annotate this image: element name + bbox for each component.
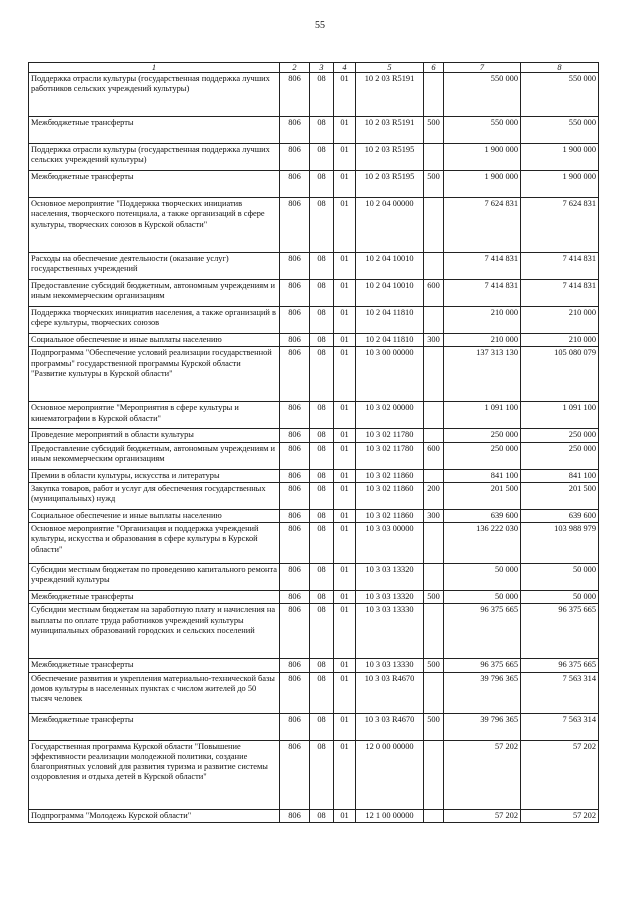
cell-col4: 01: [334, 713, 356, 740]
cell-col8: 57 202: [521, 809, 599, 822]
cell-col8: 7 563 314: [521, 672, 599, 713]
cell-col5: 10 2 04 10010: [356, 253, 424, 280]
table-header-row: [29, 63, 599, 73]
cell-col2: 806: [280, 604, 310, 659]
cell-col4: 01: [334, 171, 356, 198]
cell-col5: 10 3 02 11860: [356, 509, 424, 522]
cell-col2: 806: [280, 171, 310, 198]
cell-col4: 01: [334, 280, 356, 307]
cell-col6: 500: [424, 117, 444, 144]
cell-col7: 39 796 365: [444, 672, 521, 713]
table-row: [29, 402, 599, 429]
cell-col3: 08: [310, 564, 334, 591]
cell-col6: 500: [424, 591, 444, 604]
cell-col7: 201 500: [444, 482, 521, 509]
cell-col6: [424, 523, 444, 564]
cell-col7: 210 000: [444, 334, 521, 347]
table-row: [29, 144, 599, 171]
cell-col3: 08: [310, 73, 334, 117]
cell-col8: 250 000: [521, 429, 599, 442]
cell-col5: 10 2 03 R5191: [356, 117, 424, 144]
cell-col7: 7 624 831: [444, 198, 521, 253]
column-header: 2: [280, 63, 310, 73]
table-row: [29, 442, 599, 469]
page-number: 55: [315, 20, 325, 31]
cell-col2: 806: [280, 280, 310, 307]
cell-col3: 08: [310, 144, 334, 171]
cell-col7: 250 000: [444, 442, 521, 469]
row-name: Субсидии местным бюджетам по проведению капитального ремонта учреждений культуры: [29, 564, 280, 591]
cell-col3: 08: [310, 809, 334, 822]
cell-col7: 137 313 130: [444, 347, 521, 402]
row-name: Межбюджетные трансферты: [29, 713, 280, 740]
cell-col2: 806: [280, 659, 310, 672]
table-row: [29, 469, 599, 482]
cell-col2: 806: [280, 442, 310, 469]
cell-col4: 01: [334, 659, 356, 672]
cell-col4: 01: [334, 672, 356, 713]
column-header: 7: [444, 63, 521, 73]
table-row: [29, 740, 599, 809]
table-row: [29, 73, 599, 117]
cell-col7: 7 414 831: [444, 280, 521, 307]
cell-col2: 806: [280, 253, 310, 280]
cell-col7: 550 000: [444, 73, 521, 117]
cell-col4: 01: [334, 347, 356, 402]
cell-col3: 08: [310, 442, 334, 469]
cell-col3: 08: [310, 591, 334, 604]
cell-col2: 806: [280, 198, 310, 253]
column-header: 8: [521, 63, 599, 73]
cell-col5: 10 3 03 13330: [356, 604, 424, 659]
cell-col4: 01: [334, 604, 356, 659]
cell-col6: 600: [424, 442, 444, 469]
cell-col8: 550 000: [521, 73, 599, 117]
table-row: [29, 659, 599, 672]
cell-col5: 10 2 03 R5195: [356, 144, 424, 171]
cell-col6: 300: [424, 334, 444, 347]
cell-col8: 57 202: [521, 740, 599, 809]
cell-col4: 01: [334, 73, 356, 117]
table-row: [29, 334, 599, 347]
table-row: [29, 564, 599, 591]
cell-col6: [424, 564, 444, 591]
row-name: Закупка товаров, работ и услуг для обеспечения государственных (муниципальных) нужд: [29, 482, 280, 509]
cell-col3: 08: [310, 509, 334, 522]
table-row: [29, 509, 599, 522]
cell-col8: 1 900 000: [521, 171, 599, 198]
cell-col4: 01: [334, 144, 356, 171]
cell-col8: 210 000: [521, 334, 599, 347]
cell-col6: [424, 740, 444, 809]
row-name: Основное мероприятие "Поддержка творческих инициатив населения, творческого потенциала, а также организаций в сфере культуры, творческих союзов в Курской области": [29, 198, 280, 253]
table-row: [29, 198, 599, 253]
row-name: Премии в области культуры, искусства и литературы: [29, 469, 280, 482]
row-name: Социальное обеспечение и иные выплаты населению: [29, 334, 280, 347]
cell-col4: 01: [334, 482, 356, 509]
cell-col2: 806: [280, 307, 310, 334]
cell-col6: 600: [424, 280, 444, 307]
cell-col2: 806: [280, 73, 310, 117]
cell-col4: 01: [334, 509, 356, 522]
cell-col6: [424, 144, 444, 171]
row-name: Субсидии местным бюджетам на заработную плату и начисления на выплаты по оплате труда работников учреждений культуры муниципальных образований городских и сельских поселений: [29, 604, 280, 659]
cell-col3: 08: [310, 117, 334, 144]
cell-col6: [424, 469, 444, 482]
cell-col2: 806: [280, 347, 310, 402]
cell-col5: 10 3 03 R4670: [356, 672, 424, 713]
cell-col5: 10 3 02 11860: [356, 469, 424, 482]
table-row: [29, 347, 599, 402]
cell-col8: 639 600: [521, 509, 599, 522]
cell-col6: 500: [424, 171, 444, 198]
row-name: Обеспечение развития и укрепления материально-технической базы домов культуры в населенных пунктах с числом жителей до 50 тысяч человек: [29, 672, 280, 713]
column-header: 5: [356, 63, 424, 73]
cell-col6: [424, 429, 444, 442]
cell-col3: 08: [310, 740, 334, 809]
cell-col2: 806: [280, 523, 310, 564]
cell-col7: 639 600: [444, 509, 521, 522]
row-name: Межбюджетные трансферты: [29, 591, 280, 604]
cell-col2: 806: [280, 809, 310, 822]
cell-col7: 210 000: [444, 307, 521, 334]
table-row: [29, 253, 599, 280]
row-name: Предоставление субсидий бюджетным, автономным учреждениям и иным некоммерческим организациям: [29, 442, 280, 469]
cell-col3: 08: [310, 713, 334, 740]
cell-col5: 10 2 04 11810: [356, 307, 424, 334]
cell-col3: 08: [310, 253, 334, 280]
cell-col5: 10 3 02 11860: [356, 482, 424, 509]
cell-col2: 806: [280, 509, 310, 522]
column-header: 4: [334, 63, 356, 73]
cell-col5: 10 3 02 00000: [356, 402, 424, 429]
cell-col8: 96 375 665: [521, 604, 599, 659]
cell-col8: 103 988 979: [521, 523, 599, 564]
cell-col2: 806: [280, 740, 310, 809]
cell-col3: 08: [310, 659, 334, 672]
cell-col5: 10 3 02 11780: [356, 429, 424, 442]
row-name: Предоставление субсидий бюджетным, автономным учреждениям и иным некоммерческим организациям: [29, 280, 280, 307]
cell-col4: 01: [334, 429, 356, 442]
cell-col4: 01: [334, 253, 356, 280]
cell-col7: 39 796 365: [444, 713, 521, 740]
table-row: [29, 523, 599, 564]
cell-col4: 01: [334, 307, 356, 334]
cell-col6: [424, 73, 444, 117]
cell-col6: [424, 672, 444, 713]
cell-col6: 500: [424, 659, 444, 672]
cell-col7: 1 091 100: [444, 402, 521, 429]
cell-col3: 08: [310, 604, 334, 659]
cell-col3: 08: [310, 402, 334, 429]
cell-col2: 806: [280, 482, 310, 509]
cell-col5: 10 2 03 R5191: [356, 73, 424, 117]
cell-col7: 57 202: [444, 809, 521, 822]
cell-col2: 806: [280, 564, 310, 591]
cell-col2: 806: [280, 402, 310, 429]
cell-col8: 841 100: [521, 469, 599, 482]
cell-col5: 10 3 03 13330: [356, 659, 424, 672]
cell-col5: 10 2 04 00000: [356, 198, 424, 253]
cell-col8: 210 000: [521, 307, 599, 334]
cell-col2: 806: [280, 117, 310, 144]
cell-col3: 08: [310, 280, 334, 307]
row-name: Поддержка отрасли культуры (государственная поддержка лучших работников сельских учреждений культуры): [29, 73, 280, 117]
cell-col3: 08: [310, 672, 334, 713]
cell-col7: 136 222 030: [444, 523, 521, 564]
row-name: Межбюджетные трансферты: [29, 659, 280, 672]
cell-col8: 96 375 665: [521, 659, 599, 672]
table-row: [29, 429, 599, 442]
table-row: [29, 307, 599, 334]
cell-col5: 10 2 04 10010: [356, 280, 424, 307]
cell-col4: 01: [334, 117, 356, 144]
row-name: Расходы на обеспечение деятельности (оказание услуг) государственных учреждений: [29, 253, 280, 280]
row-name: Основное мероприятие "Организация и поддержка учреждений культуры, искусства и образования в сфере культуры в Курской области": [29, 523, 280, 564]
cell-col4: 01: [334, 442, 356, 469]
cell-col6: [424, 809, 444, 822]
cell-col3: 08: [310, 469, 334, 482]
cell-col3: 08: [310, 429, 334, 442]
cell-col8: 1 900 000: [521, 144, 599, 171]
cell-col2: 806: [280, 713, 310, 740]
cell-col7: 50 000: [444, 591, 521, 604]
cell-col4: 01: [334, 469, 356, 482]
table-row: [29, 482, 599, 509]
cell-col8: 550 000: [521, 117, 599, 144]
cell-col3: 08: [310, 347, 334, 402]
cell-col5: 12 1 00 00000: [356, 809, 424, 822]
cell-col2: 806: [280, 672, 310, 713]
cell-col5: 10 3 03 13320: [356, 564, 424, 591]
cell-col8: 201 500: [521, 482, 599, 509]
cell-col7: 841 100: [444, 469, 521, 482]
cell-col4: 01: [334, 523, 356, 564]
table-row: [29, 713, 599, 740]
cell-col4: 01: [334, 591, 356, 604]
row-name: Государственная программа Курской области "Повышение эффективности реализации молодежной политики, создание благоприятных условий для развития туризма и развитие системы оздоровления и отдыха детей в Курской области": [29, 740, 280, 809]
row-name: Подпрограмма "Молодежь Курской области": [29, 809, 280, 822]
cell-col4: 01: [334, 564, 356, 591]
cell-col3: 08: [310, 171, 334, 198]
table-row: [29, 280, 599, 307]
column-header: 1: [29, 63, 280, 73]
cell-col8: 105 080 079: [521, 347, 599, 402]
cell-col2: 806: [280, 144, 310, 171]
cell-col6: 500: [424, 713, 444, 740]
cell-col6: [424, 198, 444, 253]
cell-col5: 10 3 02 11780: [356, 442, 424, 469]
cell-col8: 7 414 831: [521, 280, 599, 307]
table-row: [29, 171, 599, 198]
row-name: Проведение мероприятий в области культуры: [29, 429, 280, 442]
cell-col6: [424, 402, 444, 429]
cell-col2: 806: [280, 469, 310, 482]
cell-col8: 50 000: [521, 564, 599, 591]
cell-col3: 08: [310, 482, 334, 509]
row-name: Поддержка отрасли культуры (государственная поддержка лучших сельских учреждений культуры): [29, 144, 280, 171]
table-row: [29, 591, 599, 604]
cell-col8: 7 414 831: [521, 253, 599, 280]
cell-col8: 7 563 314: [521, 713, 599, 740]
cell-col6: 300: [424, 509, 444, 522]
cell-col7: 57 202: [444, 740, 521, 809]
cell-col7: 1 900 000: [444, 144, 521, 171]
cell-col7: 50 000: [444, 564, 521, 591]
cell-col7: 96 375 665: [444, 604, 521, 659]
cell-col5: 10 3 03 R4670: [356, 713, 424, 740]
cell-col2: 806: [280, 591, 310, 604]
cell-col8: 250 000: [521, 442, 599, 469]
cell-col5: 10 3 03 13320: [356, 591, 424, 604]
cell-col3: 08: [310, 307, 334, 334]
cell-col4: 01: [334, 198, 356, 253]
cell-col4: 01: [334, 740, 356, 809]
row-name: Поддержка творческих инициатив населения, а также организаций в сфере культуры, творческих союзов: [29, 307, 280, 334]
cell-col5: 10 3 00 00000: [356, 347, 424, 402]
table-row: [29, 117, 599, 144]
cell-col3: 08: [310, 523, 334, 564]
row-name: Подпрограмма "Обеспечение условий реализации государственной программы" государственной программы Курской области "Развитие культуры в Курской области": [29, 347, 280, 402]
row-name: Межбюджетные трансферты: [29, 117, 280, 144]
cell-col6: [424, 604, 444, 659]
cell-col2: 806: [280, 334, 310, 347]
row-name: Межбюджетные трансферты: [29, 171, 280, 198]
cell-col8: 50 000: [521, 591, 599, 604]
cell-col4: 01: [334, 334, 356, 347]
column-header: 6: [424, 63, 444, 73]
cell-col7: 550 000: [444, 117, 521, 144]
row-name: Основное мероприятие "Мероприятия в сфере культуры и кинематографии в Курской области": [29, 402, 280, 429]
table-row: [29, 672, 599, 713]
cell-col5: 10 3 03 00000: [356, 523, 424, 564]
row-name: Социальное обеспечение и иные выплаты населению: [29, 509, 280, 522]
cell-col2: 806: [280, 429, 310, 442]
table-row: [29, 604, 599, 659]
cell-col8: 7 624 831: [521, 198, 599, 253]
cell-col4: 01: [334, 402, 356, 429]
cell-col6: [424, 253, 444, 280]
table-row: [29, 809, 599, 822]
cell-col3: 08: [310, 198, 334, 253]
cell-col7: 250 000: [444, 429, 521, 442]
cell-col7: 7 414 831: [444, 253, 521, 280]
cell-col6: [424, 307, 444, 334]
column-header: 3: [310, 63, 334, 73]
cell-col5: 10 2 03 R5195: [356, 171, 424, 198]
cell-col7: 1 900 000: [444, 171, 521, 198]
budget-table: [28, 62, 599, 823]
cell-col7: 96 375 665: [444, 659, 521, 672]
cell-col3: 08: [310, 334, 334, 347]
cell-col6: [424, 347, 444, 402]
cell-col5: 10 2 04 11810: [356, 334, 424, 347]
cell-col5: 12 0 00 00000: [356, 740, 424, 809]
cell-col6: 200: [424, 482, 444, 509]
cell-col4: 01: [334, 809, 356, 822]
cell-col8: 1 091 100: [521, 402, 599, 429]
